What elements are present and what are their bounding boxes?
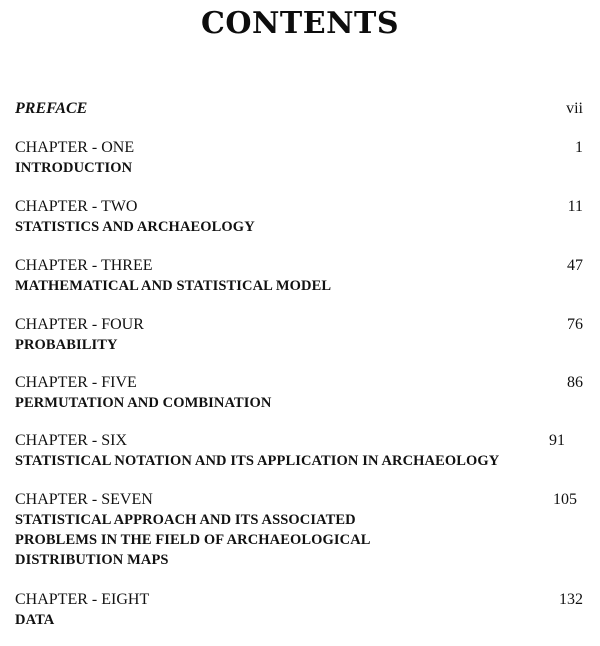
- chapter-label: CHAPTER - FIVE: [15, 374, 137, 391]
- page-number: 76: [567, 316, 583, 333]
- toc-entry-chapter-seven: [15, 490, 585, 570]
- toc-entry-chapter-four: [15, 315, 585, 355]
- preface-page-number: vii: [566, 100, 583, 117]
- chapter-title: DATA: [15, 612, 55, 628]
- chapter-title-line-2: PROBLEMS IN THE FIELD OF ARCHAEOLOGICAL: [15, 532, 371, 548]
- chapter-title: STATISTICAL NOTATION AND ITS APPLICATION IN ARCHAEOLOGY: [15, 453, 500, 469]
- page-number: 47: [567, 257, 583, 274]
- page-title: CONTENTS: [200, 6, 400, 41]
- toc-entry-chapter-six: [15, 431, 585, 471]
- chapter-title: PROBABILITY: [15, 337, 118, 353]
- chapter-label: CHAPTER - FOUR: [15, 316, 144, 333]
- page-number: 1: [575, 139, 583, 156]
- toc-entry-chapter-five: [15, 373, 585, 413]
- preface-label: PREFACE: [15, 100, 88, 117]
- toc-entry-chapter-eight: [15, 590, 585, 630]
- page-number: 132: [559, 591, 583, 608]
- chapter-title-line-1: STATISTICAL APPROACH AND ITS ASSOCIATED: [15, 512, 356, 528]
- chapter-label: CHAPTER - SIX: [15, 432, 128, 449]
- page-number: 86: [567, 374, 583, 391]
- chapter-label: CHAPTER - EIGHT: [15, 591, 150, 608]
- page-number: 105: [553, 491, 577, 508]
- chapter-title: STATISTICS AND ARCHAEOLOGY: [15, 219, 255, 235]
- chapter-label: CHAPTER - TWO: [15, 198, 138, 215]
- chapter-label: CHAPTER - ONE: [15, 139, 135, 156]
- chapter-label: CHAPTER - THREE: [15, 257, 153, 274]
- page-number: 11: [567, 198, 583, 215]
- chapter-label: CHAPTER - SEVEN: [15, 491, 153, 508]
- chapter-title-line-3: DISTRIBUTION MAPS: [15, 552, 169, 568]
- chapter-title: MATHEMATICAL AND STATISTICAL MODEL: [15, 278, 332, 294]
- toc-entry-chapter-one: [15, 138, 585, 178]
- page-number: 91: [549, 432, 565, 449]
- chapter-title: PERMUTATION AND COMBINATION: [15, 395, 272, 411]
- chapter-title: INTRODUCTION: [15, 160, 133, 176]
- toc-entry-chapter-two: [15, 197, 585, 237]
- toc-entry-chapter-three: [15, 256, 585, 296]
